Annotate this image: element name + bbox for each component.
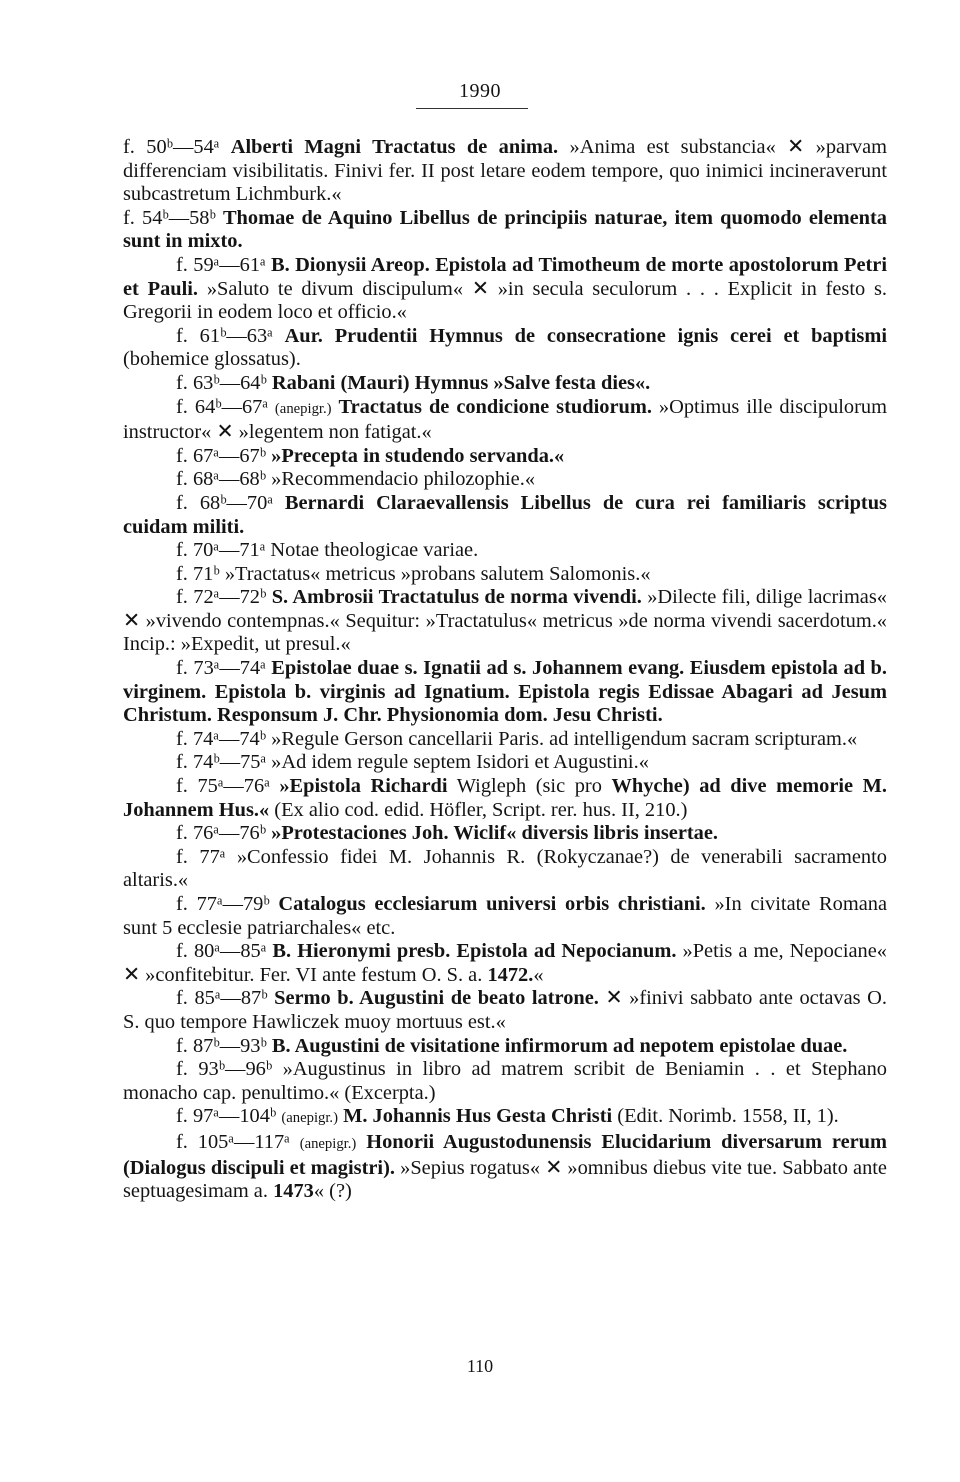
entry-folio: f. 77ᵃ—79ᵇ	[176, 893, 270, 915]
entry-21	[123, 987, 887, 1034]
entry-folio: f. 64ᵇ—67ᵃ	[176, 395, 268, 418]
entry-18	[123, 846, 887, 893]
entry-12	[123, 586, 887, 657]
entry-folio: f. 87ᵇ—93ᵇ	[176, 1034, 267, 1057]
entry-14	[123, 728, 887, 752]
entry-folio: f. 77ᵃ	[176, 845, 226, 868]
entry-folio: f. 97ᵃ—104ᵇ	[176, 1105, 277, 1128]
entry-folio: f. 67ᵃ—67ᵇ	[176, 444, 267, 467]
entry-text: »Regule Gerson cancellarii Paris. ad intelligendum sacram scripturam.«	[271, 727, 858, 750]
page-number: 110	[466, 1356, 494, 1376]
entry-folio: f. 71ᵇ	[176, 562, 220, 585]
entry-text: (Edit. Norimb. 1558, II, 1).	[617, 1105, 839, 1128]
entry-title: Aur. Prudentii Hymnus de consecratione ignis cerei et baptismi	[284, 324, 887, 347]
entry-text: »Ad idem regule septem Isidori et Augustini.«	[271, 751, 649, 774]
entry-text: ✕ »finivi sabbato ante octavas O. S. quo tempore Hawliczek muoy mortuus est.«	[123, 987, 887, 1033]
entry-2	[123, 207, 887, 254]
entry-folio: f. 61ᵇ—63ᵃ	[176, 324, 273, 347]
entry-folio: f. 68ᵃ—68ᵇ	[176, 468, 267, 491]
header-rule	[416, 108, 528, 109]
entry-15	[123, 751, 887, 775]
entry-title: B. Augustini de visitatione infirmorum ad nepotem epistolae duae.	[271, 1034, 848, 1057]
entry-folio: f. 59ᵃ—61ᵃ	[176, 253, 266, 276]
entry-title: »Precepta in studendo servanda.«	[271, 444, 565, 467]
entry-title: Epistolae duae s. Ignatii ad s. Johannem evang. Eiusdem epistola ad b. virginem. Epistola b. virginis ad Ignatium. Epistola regis Edissae Abagari ad Jesum Christum. Responsum J. Chr. Physionomia dom. Jesu Christi.	[123, 657, 887, 727]
entry-text-a: Wigleph (sic pro	[456, 775, 602, 798]
entry-text: (Ex alio cod. edid. Höfler, Script. rer. hus. II, 210.)	[274, 798, 688, 821]
entry-folio: f. 70ᵃ—71ᵃ	[176, 539, 266, 562]
entry-10	[123, 539, 887, 563]
entry-title-b: Whyche) ad dive memorie M. Johannem Hus.«	[123, 775, 888, 821]
entry-folio: f. 85ᵃ—87ᵇ	[176, 987, 268, 1010]
entry-17	[123, 822, 887, 846]
entry-folio: f. 93ᵇ—96ᵇ	[176, 1058, 273, 1081]
entry-folio: f. 74ᵃ—74ᵇ	[176, 727, 267, 750]
entry-folio: f. 68ᵇ—70ᵃ	[176, 491, 273, 514]
entry-title: M. Johannis Hus Gesta Christi	[343, 1105, 613, 1128]
entry-text: »Saluto te divum discipulum« ✕ »in secula seculorum . . . Explicit in festo s. Gregorii in eodem loco et officio.«	[123, 277, 887, 324]
entry-note: (anepigr.)	[281, 1110, 338, 1127]
entry-11	[123, 563, 887, 587]
entry-text: »Confessio fidei M. Johannis R. (Rokyczanae?) de venerabili sacramento altaris.«	[123, 845, 887, 892]
entry-text: Notae theologicae variae.	[270, 539, 479, 562]
entry-year: 1473	[273, 1180, 314, 1203]
entry-title: Honorii Augustodunensis Elucidarium diversarum rerum (Dialogus discipuli et magistri).	[123, 1130, 887, 1179]
entry-title: B. Dionysii Areop. Epistola ad Timotheum de morte apostolorum Petri et Pauli.	[123, 253, 888, 300]
entry-note: (anepigr.)	[274, 400, 332, 417]
entry-9	[123, 492, 887, 539]
entry-folio: f. 54ᵇ—58ᵇ	[123, 206, 216, 229]
entry-folio: f. 63ᵇ—64ᵇ	[176, 371, 267, 394]
page-header-year: 1990	[459, 80, 501, 102]
entry-4	[123, 325, 887, 372]
entry-folio: f. 74ᵇ—75ᵃ	[176, 751, 267, 774]
entry-23	[123, 1058, 887, 1105]
entry-folio: f. 73ᵃ—74ᵃ	[176, 657, 266, 680]
entry-6	[123, 396, 887, 445]
entry-title: Catalogus ecclesiarum universi orbis christiani.	[278, 893, 706, 915]
entry-title: S. Ambrosii Tractatulus de norma vivendi.	[271, 586, 642, 609]
entry-folio: f. 80ᵃ—85ᵃ	[176, 940, 267, 963]
entry-20	[123, 940, 887, 987]
entry-title: »Epistola Richardi	[279, 775, 448, 798]
entry-year: 1472.	[487, 963, 534, 986]
entry-text: »In civitate Romana sunt 5 ecclesie patriarchales« etc.	[123, 893, 888, 939]
entry-title: Thomae de Aquino Libellus de principiis naturae, item quomodo elementa sunt in mixto.	[123, 206, 887, 253]
catalog-entries	[123, 136, 887, 1204]
entry-text: »Recommendacio philozophie.«	[271, 468, 536, 491]
entry-folio: f. 50ᵇ—54ᵃ	[123, 136, 220, 158]
entry-folio: f. 75ᵃ—76ᵃ	[176, 775, 270, 798]
entry-1	[123, 136, 887, 207]
entry-title: Alberti Magni Tractatus de anima.	[230, 136, 559, 158]
entry-7	[123, 445, 887, 469]
entry-tail: « (?)	[313, 1180, 352, 1203]
entry-text: »Dilecte fili, dilige lacrimas« ✕ »vivendo contempnas.« Sequitur: »Tractatulus« metricus »de norma vivendi sacerdotum.« Incip.: »Expedit, ut presul.«	[123, 586, 887, 656]
entry-folio: f. 105ᵃ—117ᵃ	[176, 1130, 290, 1153]
entry-title: Rabani (Mauri) Hymnus »Salve festa dies«.	[271, 371, 651, 394]
entry-22	[123, 1035, 887, 1059]
entry-title: Bernardi Claraevallensis Libellus de cura rei familiaris scriptus cuidam militi.	[123, 491, 887, 538]
entry-24	[123, 1105, 887, 1131]
entry-folio: f. 76ᵃ—76ᵇ	[176, 822, 267, 845]
entry-text: »Optimus ille discipulorum instructor« ✕ »legentem non fatigat.«	[123, 395, 887, 444]
entry-folio: f. 72ᵃ—72ᵇ	[176, 586, 267, 609]
entry-5	[123, 372, 887, 396]
entry-19	[123, 893, 887, 940]
entry-13	[123, 657, 887, 728]
entry-text: »Augustinus in libro ad matrem scribit de Beniamin . . et Stephano monacho cap. penultimo.« (Excerpta.)	[123, 1058, 887, 1104]
entry-title: Sermo b. Augustini de beato latrone.	[274, 987, 599, 1010]
entry-title: »Protestaciones Joh. Wiclif« diversis libris insertae.	[271, 822, 719, 845]
entry-3	[123, 254, 887, 325]
entry-text: »Petis a me, Nepociane« ✕ »confitebitur. Fer. VI ante festum O. S. a.	[123, 940, 887, 986]
entry-text: »Tractatus« metricus »probans salutem Salomonis.«	[224, 562, 651, 585]
entry-8	[123, 468, 887, 492]
entry-25	[123, 1131, 887, 1204]
entry-title: B. Hieronymi presb. Epistola ad Nepocianum.	[272, 940, 677, 963]
entry-note: (anepigr.)	[299, 1135, 357, 1152]
entry-text: »Sepius rogatus« ✕ »omnibus diebus vite tue. Sabbato ante septuagesimam a.	[123, 1156, 887, 1203]
entry-16	[123, 775, 887, 822]
entry-text: (bohemice glossatus).	[123, 348, 301, 371]
entry-text: »Anima est substancia« ✕ »parvam differenciam visibilitatis. Finivi fer. II post letare eodem tempore, quo inimici incineraverunt subcastretum Lichmburk.«	[123, 136, 887, 206]
entry-tail: «	[533, 963, 544, 986]
entry-title: Tractatus de condicione studiorum.	[338, 395, 652, 418]
